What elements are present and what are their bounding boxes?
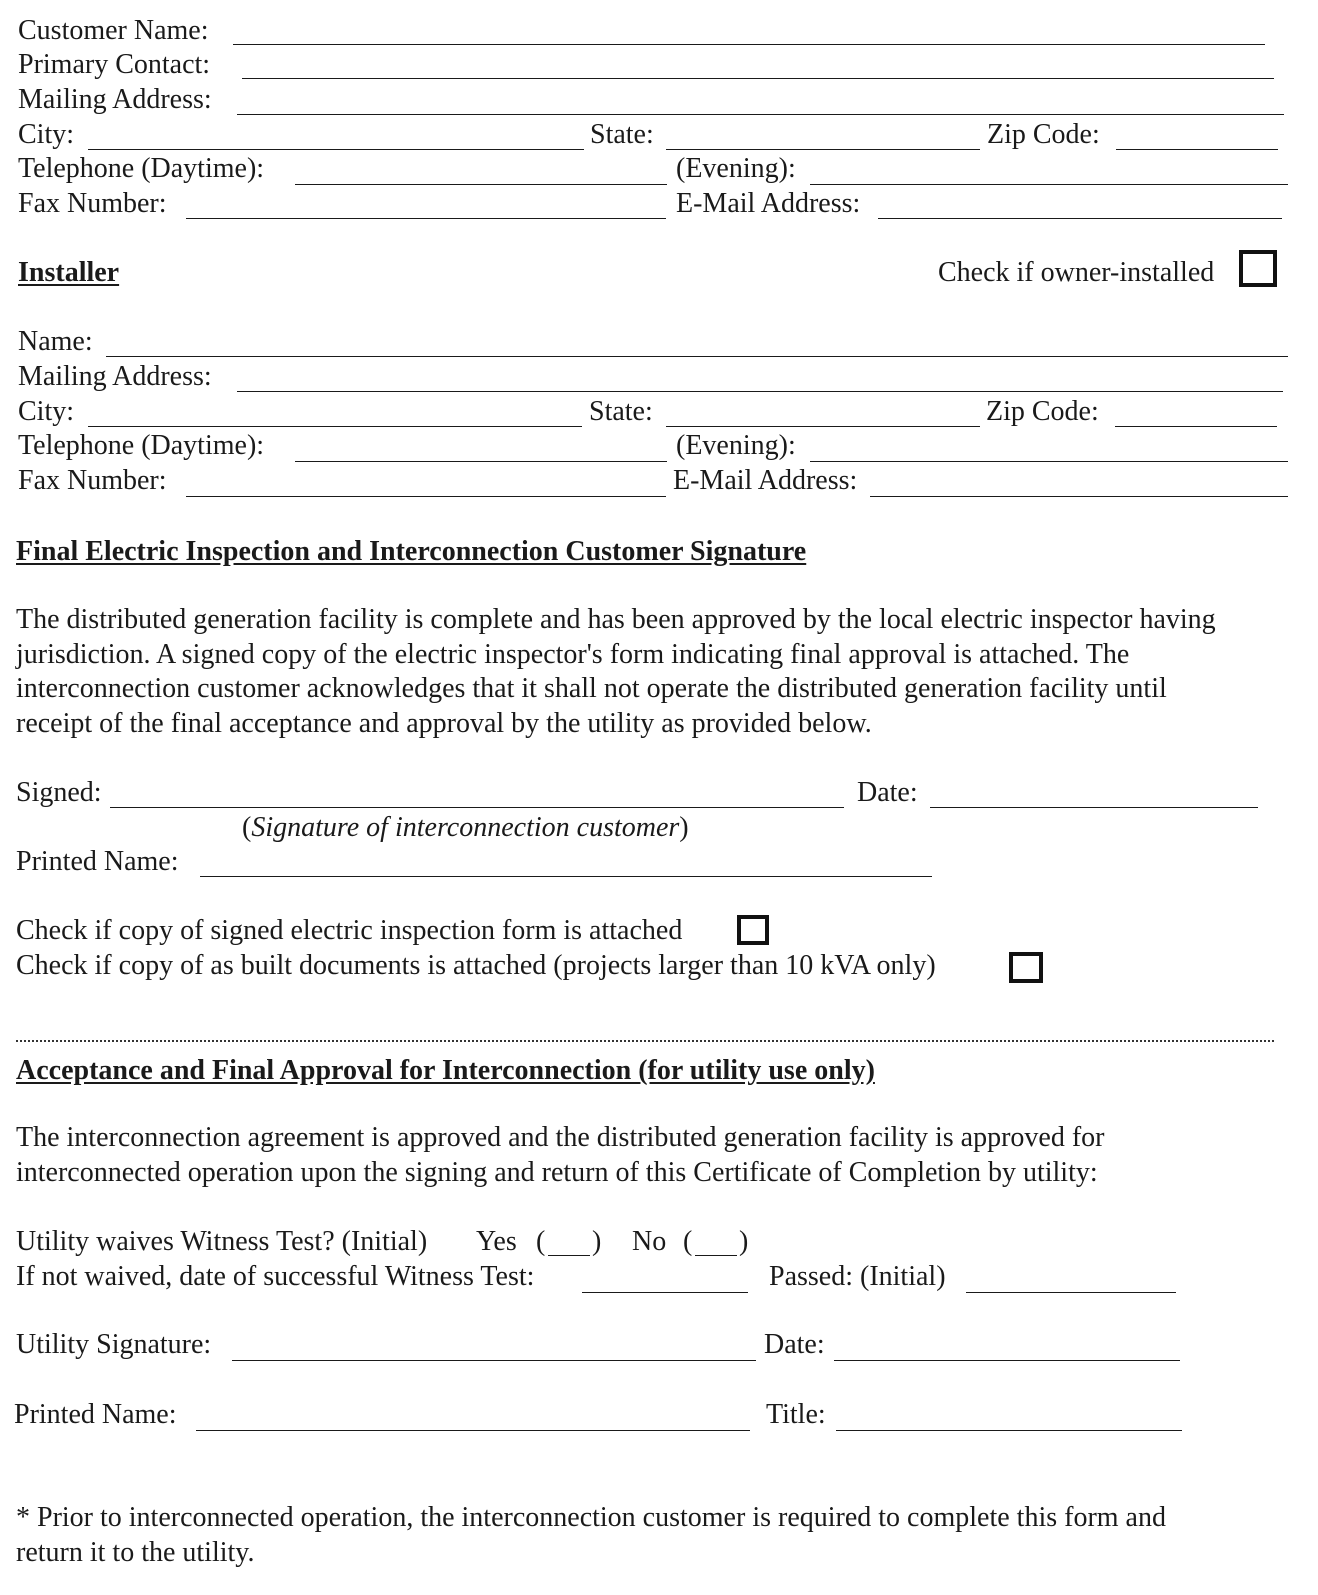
customer-tel-eve-field[interactable] bbox=[810, 184, 1288, 185]
customer-mailing-field[interactable] bbox=[237, 114, 1284, 115]
installer-city-field[interactable] bbox=[88, 426, 582, 427]
customer-state-label: State: bbox=[590, 119, 654, 150]
customer-email-label: E-Mail Address: bbox=[676, 188, 861, 219]
installer-email-field[interactable] bbox=[870, 496, 1288, 497]
customer-date-label: Date: bbox=[857, 777, 918, 808]
witness-date-field[interactable] bbox=[582, 1292, 748, 1293]
customer-mailing-label: Mailing Address: bbox=[18, 84, 212, 115]
utility-date-field[interactable] bbox=[834, 1360, 1180, 1361]
owner-installed-checkbox[interactable] bbox=[1239, 250, 1277, 287]
customer-fax-label: Fax Number: bbox=[18, 188, 167, 219]
utility-title-label: Title: bbox=[766, 1399, 826, 1430]
installer-fax-label: Fax Number: bbox=[18, 465, 167, 496]
waive-no-initial-field[interactable] bbox=[695, 1255, 737, 1256]
installer-tel-day-label: Telephone (Daytime): bbox=[18, 430, 265, 461]
asbuilt-documents-checkbox[interactable] bbox=[1009, 952, 1043, 983]
passed-initial-field[interactable] bbox=[966, 1292, 1176, 1293]
customer-city-field[interactable] bbox=[88, 149, 584, 150]
customer-zip-field[interactable] bbox=[1116, 149, 1278, 150]
installer-name-field[interactable] bbox=[106, 356, 1288, 357]
witness-date-label: If not waived, date of successful Witness Test: bbox=[16, 1261, 535, 1292]
customer-date-field[interactable] bbox=[930, 807, 1258, 808]
customer-fax-field[interactable] bbox=[186, 218, 666, 219]
check-asbuilt-label: Check if copy of as built documents is attached (projects larger than 10 kVA only) bbox=[16, 950, 936, 981]
customer-signature-field[interactable] bbox=[110, 807, 844, 808]
utility-printed-name-field[interactable] bbox=[196, 1430, 750, 1431]
installer-city-label: City: bbox=[18, 396, 75, 427]
customer-email-field[interactable] bbox=[878, 218, 1282, 219]
customer-name-label: Customer Name: bbox=[18, 15, 209, 46]
customer-city-label: City: bbox=[18, 119, 75, 150]
owner-installed-label: Check if owner-installed bbox=[938, 257, 1215, 288]
customer-tel-day-label: Telephone (Daytime): bbox=[18, 153, 265, 184]
waive-no-label: No bbox=[632, 1226, 667, 1257]
installer-name-label: Name: bbox=[18, 326, 93, 357]
passed-initial-label: Passed: (Initial) bbox=[769, 1261, 946, 1292]
installer-fax-field[interactable] bbox=[186, 496, 666, 497]
paragraph-line: interconnection customer acknowledges that it shall not operate the distributed generation facility until bbox=[16, 673, 1167, 704]
check-inspection-label: Check if copy of signed electric inspection form is attached bbox=[16, 915, 683, 946]
acceptance-heading: Acceptance and Final Approval for Interconnection (for utility use only) bbox=[16, 1055, 875, 1086]
final-inspection-heading: Final Electric Inspection and Interconnection Customer Signature bbox=[16, 536, 807, 567]
utility-signature-field[interactable] bbox=[232, 1360, 756, 1361]
signature-caption-text: Signature of interconnection customer bbox=[251, 812, 680, 843]
installer-state-label: State: bbox=[589, 396, 653, 427]
customer-name-field[interactable] bbox=[233, 44, 1265, 45]
installer-tel-day-field[interactable] bbox=[295, 461, 667, 462]
utility-date-label: Date: bbox=[764, 1329, 825, 1360]
inspection-form-checkbox[interactable] bbox=[737, 915, 769, 945]
installer-mailing-field[interactable] bbox=[237, 391, 1283, 392]
primary-contact-label: Primary Contact: bbox=[18, 49, 211, 80]
customer-tel-day-field[interactable] bbox=[295, 184, 667, 185]
installer-email-label: E-Mail Address: bbox=[673, 465, 858, 496]
paragraph-line: jurisdiction. A signed copy of the electric inspector's form indicating final approval is attached. The bbox=[16, 638, 1130, 670]
installer-tel-eve-field[interactable] bbox=[810, 461, 1288, 462]
installer-zip-field[interactable] bbox=[1115, 426, 1277, 427]
installer-mailing-label: Mailing Address: bbox=[18, 361, 212, 392]
utility-signature-label: Utility Signature: bbox=[16, 1329, 212, 1360]
customer-printed-name-label: Printed Name: bbox=[16, 846, 179, 877]
utility-title-field[interactable] bbox=[836, 1430, 1182, 1431]
waive-no-open-paren: ( bbox=[683, 1226, 693, 1257]
waive-yes-initial-field[interactable] bbox=[548, 1255, 590, 1256]
paragraph-line: The interconnection agreement is approved and the distributed generation facility is approved for bbox=[16, 1122, 1105, 1153]
paragraph-line: interconnected operation upon the signing and return of this Certificate of Completion by utility: bbox=[16, 1156, 1098, 1188]
paragraph-line: The distributed generation facility is complete and has been approved by the local electric inspector having bbox=[16, 604, 1216, 635]
footnote-line: return it to the utility. bbox=[16, 1536, 255, 1568]
primary-contact-field[interactable] bbox=[242, 78, 1274, 79]
waive-yes-open-paren: ( bbox=[536, 1226, 546, 1257]
installer-state-field[interactable] bbox=[666, 426, 980, 427]
waive-yes-close-paren: ) bbox=[592, 1226, 602, 1257]
customer-tel-eve-label: (Evening): bbox=[676, 153, 796, 184]
customer-zip-label: Zip Code: bbox=[987, 119, 1100, 150]
waive-no-close-paren: ) bbox=[739, 1226, 749, 1257]
paragraph-line: receipt of the final acceptance and approval by the utility as provided below. bbox=[16, 707, 872, 739]
waive-witness-label: Utility waives Witness Test? (Initial) bbox=[16, 1226, 428, 1257]
utility-printed-name-label: Printed Name: bbox=[14, 1399, 177, 1430]
installer-tel-eve-label: (Evening): bbox=[676, 430, 796, 461]
waive-yes-label: Yes bbox=[476, 1226, 517, 1257]
footnote-line: * Prior to interconnected operation, the interconnection customer is required to complete this form and bbox=[16, 1502, 1166, 1533]
final-inspection-paragraph bbox=[16, 603, 1316, 741]
installer-zip-label: Zip Code: bbox=[986, 396, 1099, 427]
signature-caption: (Signature of interconnection customer) bbox=[242, 812, 689, 843]
dotted-separator bbox=[16, 1040, 1274, 1042]
installer-heading: Installer bbox=[18, 257, 120, 288]
footnote bbox=[16, 1501, 1316, 1570]
acceptance-paragraph bbox=[16, 1121, 1316, 1190]
signed-label: Signed: bbox=[16, 777, 102, 808]
customer-state-field[interactable] bbox=[666, 149, 980, 150]
customer-printed-name-field[interactable] bbox=[200, 876, 932, 877]
